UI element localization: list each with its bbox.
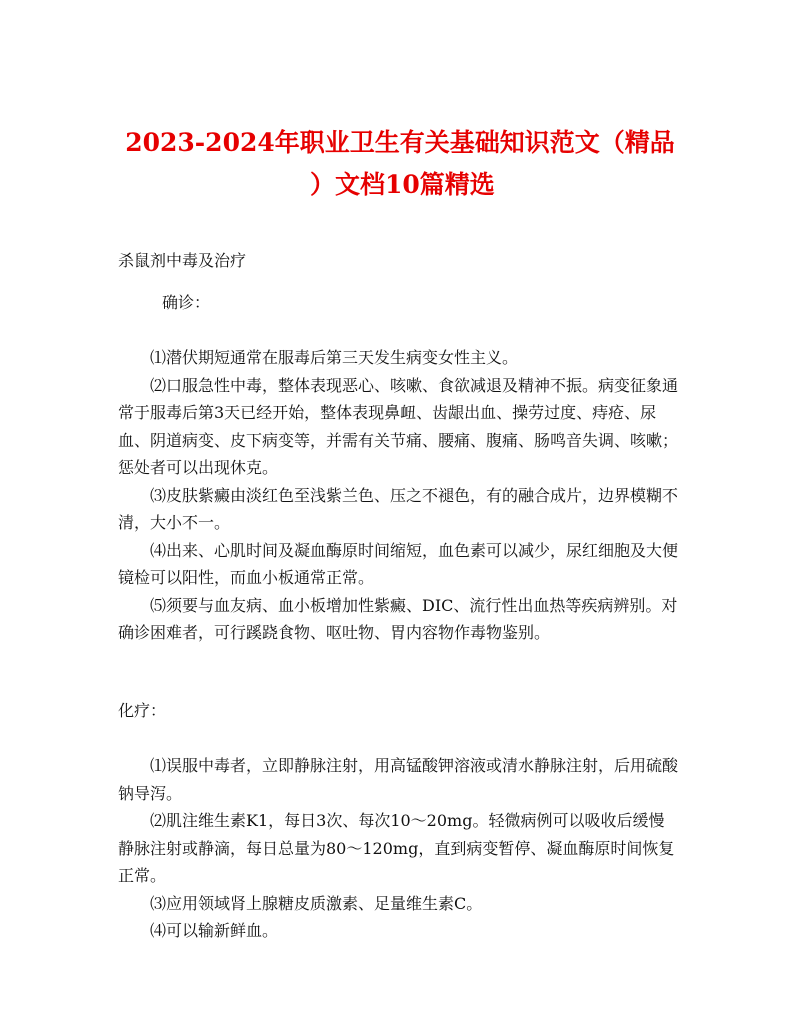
paragraph: ⑵口服急性中毒，整体表现恶心、咳嗽、食欲减退及精神不振。病变征象通常于服毒后第3天已经开始，整体表现鼻衄、齿龈出血、操劳过度、痔疮、尿血、阴道病变、皮下病变等，并需有关节痛、腰痛、腹痛、肠鸣音失调、咳嗽；惩处者可以出现休克。: [118, 375, 679, 477]
paragraph: ⑵肌注维生素K1，每日3次、每次10～20mg。轻微病例可以吸收后缓慢静脉注射或静滴，每日总量为80～120mg，直到病变暂停、凝血酶原时间恢复正常。: [118, 811, 675, 885]
section-heading-treatment: 化疗：: [118, 701, 167, 720]
paragraph: ⑷出来、心肌时间及凝血酶原时间缩短，血色素可以减少，尿红细胞及大便镜检可以阳性，而血小板通常正常。: [118, 540, 679, 587]
paragraph: ⑷可以输新鲜血。: [150, 921, 279, 940]
paragraph: ⑶皮肤紫癜由淡红色至浅紫兰色、压之不褪色，有的融合成片，边界模糊不清，大小不一。: [118, 485, 679, 532]
treatment-paragraphs: [118, 752, 678, 945]
section-heading-poisoning: 杀鼠剂中毒及治疗: [118, 251, 247, 270]
title-line-1: 2023-2024年职业卫生有关基础知识范文（精品: [125, 128, 675, 157]
title-line-2: ）文档10篇精选: [310, 170, 495, 199]
paragraph: ⑸须要与血友病、血小板增加性紫癜、DIC、流行性出血热等疾病辨别。对确诊困难者，可行蹊跷食物、呕吐物、胃内容物作毒物鉴别。: [118, 595, 678, 642]
diagnosis-paragraphs: [118, 344, 678, 647]
paragraph: ⑴误服中毒者，立即静脉注射，用高锰酸钾溶液或清水静脉注射，后用硫酸钠导泻。: [118, 756, 679, 803]
document-title: [110, 122, 690, 206]
subheading-diagnosis: 确诊：: [162, 293, 211, 312]
paragraph: ⑴潜伏期短通常在服毒后第三天发生病变女性主义。: [150, 348, 519, 367]
paragraph: ⑶应用领域肾上腺糖皮质激素、足量维生素C。: [150, 893, 483, 913]
